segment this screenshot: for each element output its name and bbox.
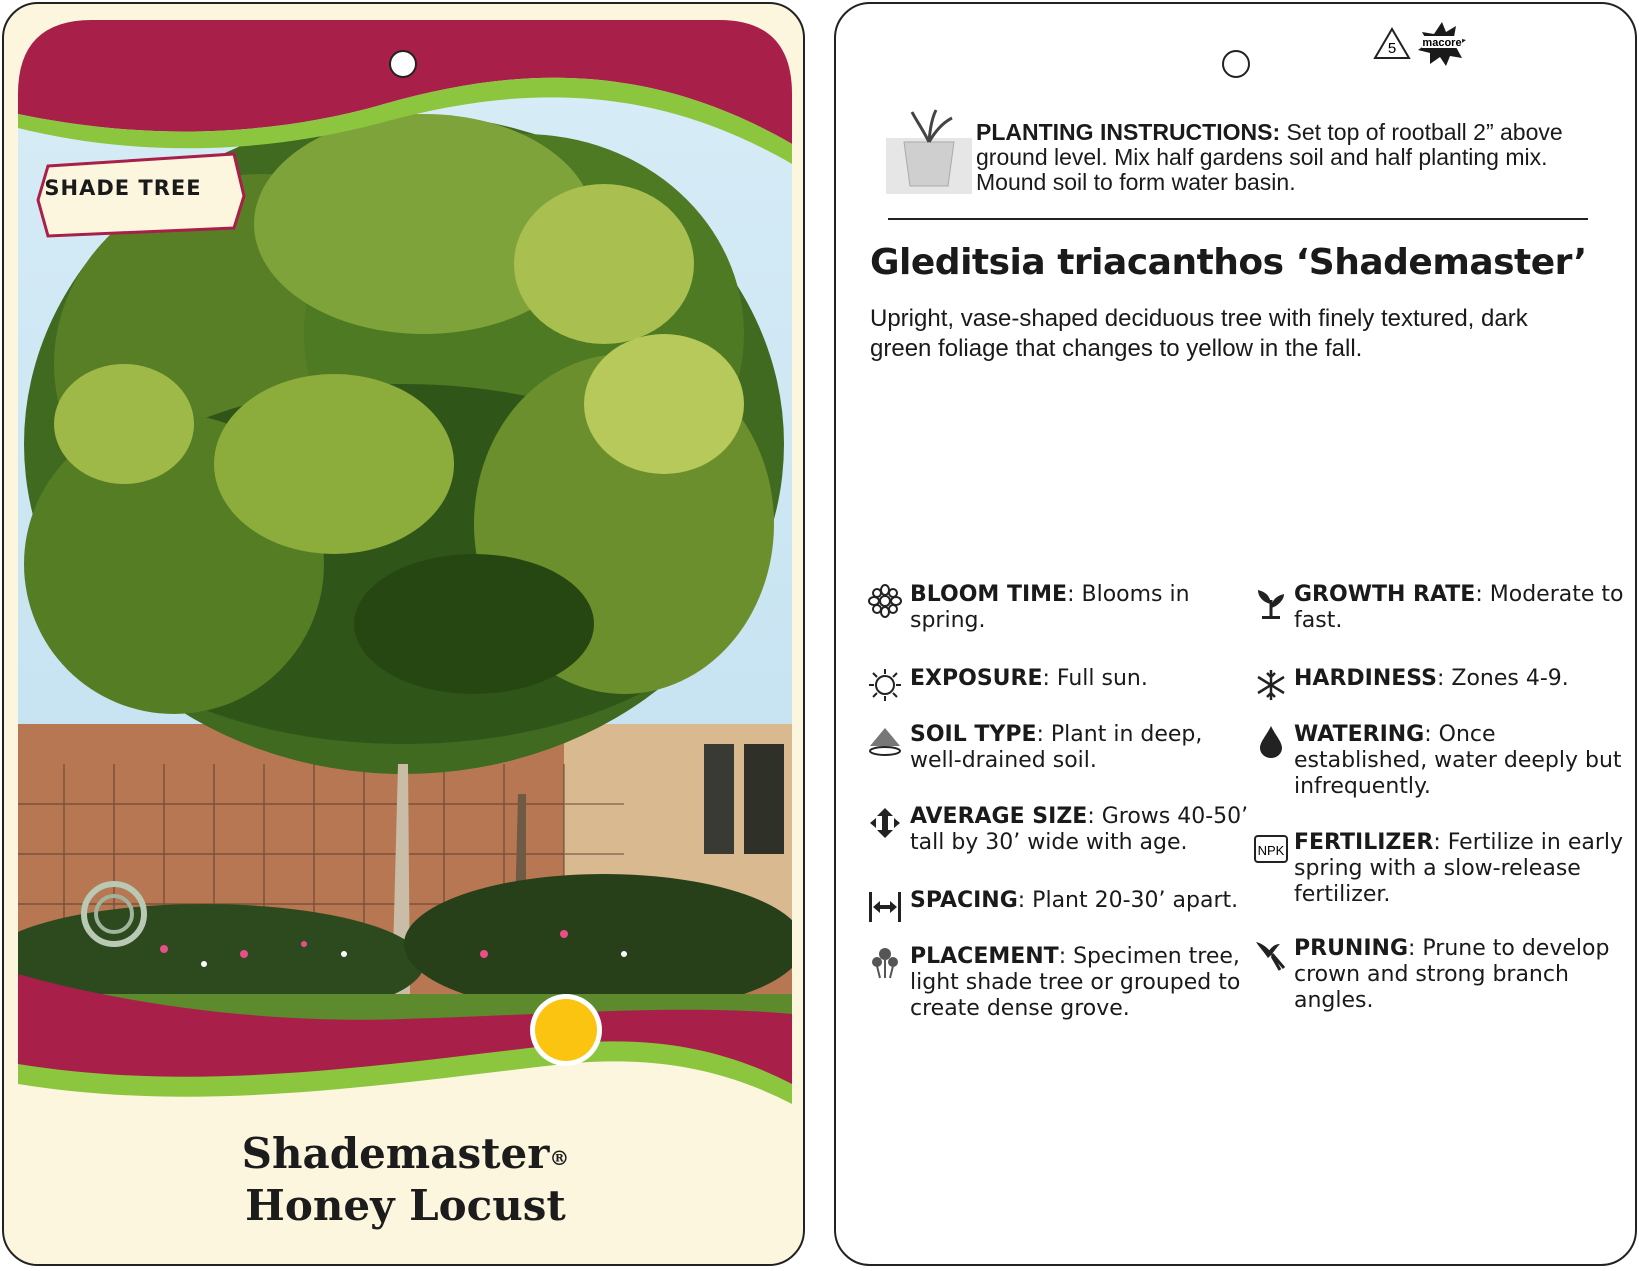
npk-icon — [1254, 832, 1288, 866]
flower-icon — [868, 584, 902, 618]
attribute-exposure: EXPOSURE: Full sun. — [910, 666, 1148, 691]
botanical-name: Gleditsia triacanthos ‘Shademaster’ — [870, 242, 1587, 283]
attribute-soil-type: SOIL TYPE: Plant in deep, well-drained soil. — [910, 722, 1203, 773]
svg-text:5: 5 — [1387, 40, 1397, 57]
attribute-growth-rate: GROWTH RATE: Moderate to fast. — [1294, 582, 1624, 633]
size-arrows-icon — [868, 806, 902, 840]
svg-text:macore: macore — [1422, 37, 1462, 49]
attribute-hardiness: HARDINESS: Zones 4-9. — [1294, 666, 1569, 691]
attribute-watering: WATERING: Once established, water deeply but infrequently. — [1294, 722, 1622, 799]
divider — [888, 218, 1588, 220]
attribute-pruning: PRUNING: Prune to develop crown and strong branch angles. — [1294, 936, 1610, 1013]
plant-description: Upright, vase-shaped deciduous tree with finely textured, dark green foliage that changes to yellow in the fall. — [870, 305, 1528, 362]
back-tag — [834, 2, 1637, 1266]
attribute-fertilizer: FERTILIZER: Fertilize in early spring with a slow-release fertilizer. — [1294, 830, 1624, 907]
sun-icon — [868, 668, 902, 702]
recycle-5-icon — [1372, 26, 1412, 62]
spacing-arrows-icon — [868, 890, 902, 924]
hang-hole-back — [1222, 50, 1250, 78]
common-name-line1: Shademaster® — [241, 1129, 570, 1178]
hang-hole-front — [389, 50, 417, 78]
water-drop-icon — [1254, 724, 1288, 758]
planting-pot-icon — [886, 108, 972, 194]
soil-icon — [868, 724, 902, 758]
category-badge: SHADE TREE — [44, 176, 202, 200]
svg-text:NPK: NPK — [1257, 843, 1285, 858]
pruners-icon — [1254, 938, 1288, 972]
sprout-icon — [1254, 586, 1288, 620]
common-name-line2: Honey Locust — [245, 1181, 566, 1230]
attribute-placement: PLACEMENT: Specimen tree, light shade tree or grouped to create dense grove. — [910, 944, 1241, 1021]
placement-icon — [868, 946, 902, 980]
macore-logo — [1416, 20, 1468, 66]
full-sun-icon — [528, 992, 604, 1068]
snowflake-icon — [1254, 668, 1288, 702]
planting-instructions: PLANTING INSTRUCTIONS: Set top of rootball 2” above ground level. Mix half gardens soil and half planting mix. Mound soil to form water basin. — [976, 119, 1563, 195]
attribute-average-size: AVERAGE SIZE: Grows 40-50’ tall by 30’ wide with age. — [910, 804, 1249, 855]
front-tag — [2, 2, 805, 1266]
attribute-spacing: SPACING: Plant 20-30’ apart. — [910, 888, 1239, 913]
attribute-bloom-time: BLOOM TIME: Blooms in spring. — [910, 582, 1190, 633]
